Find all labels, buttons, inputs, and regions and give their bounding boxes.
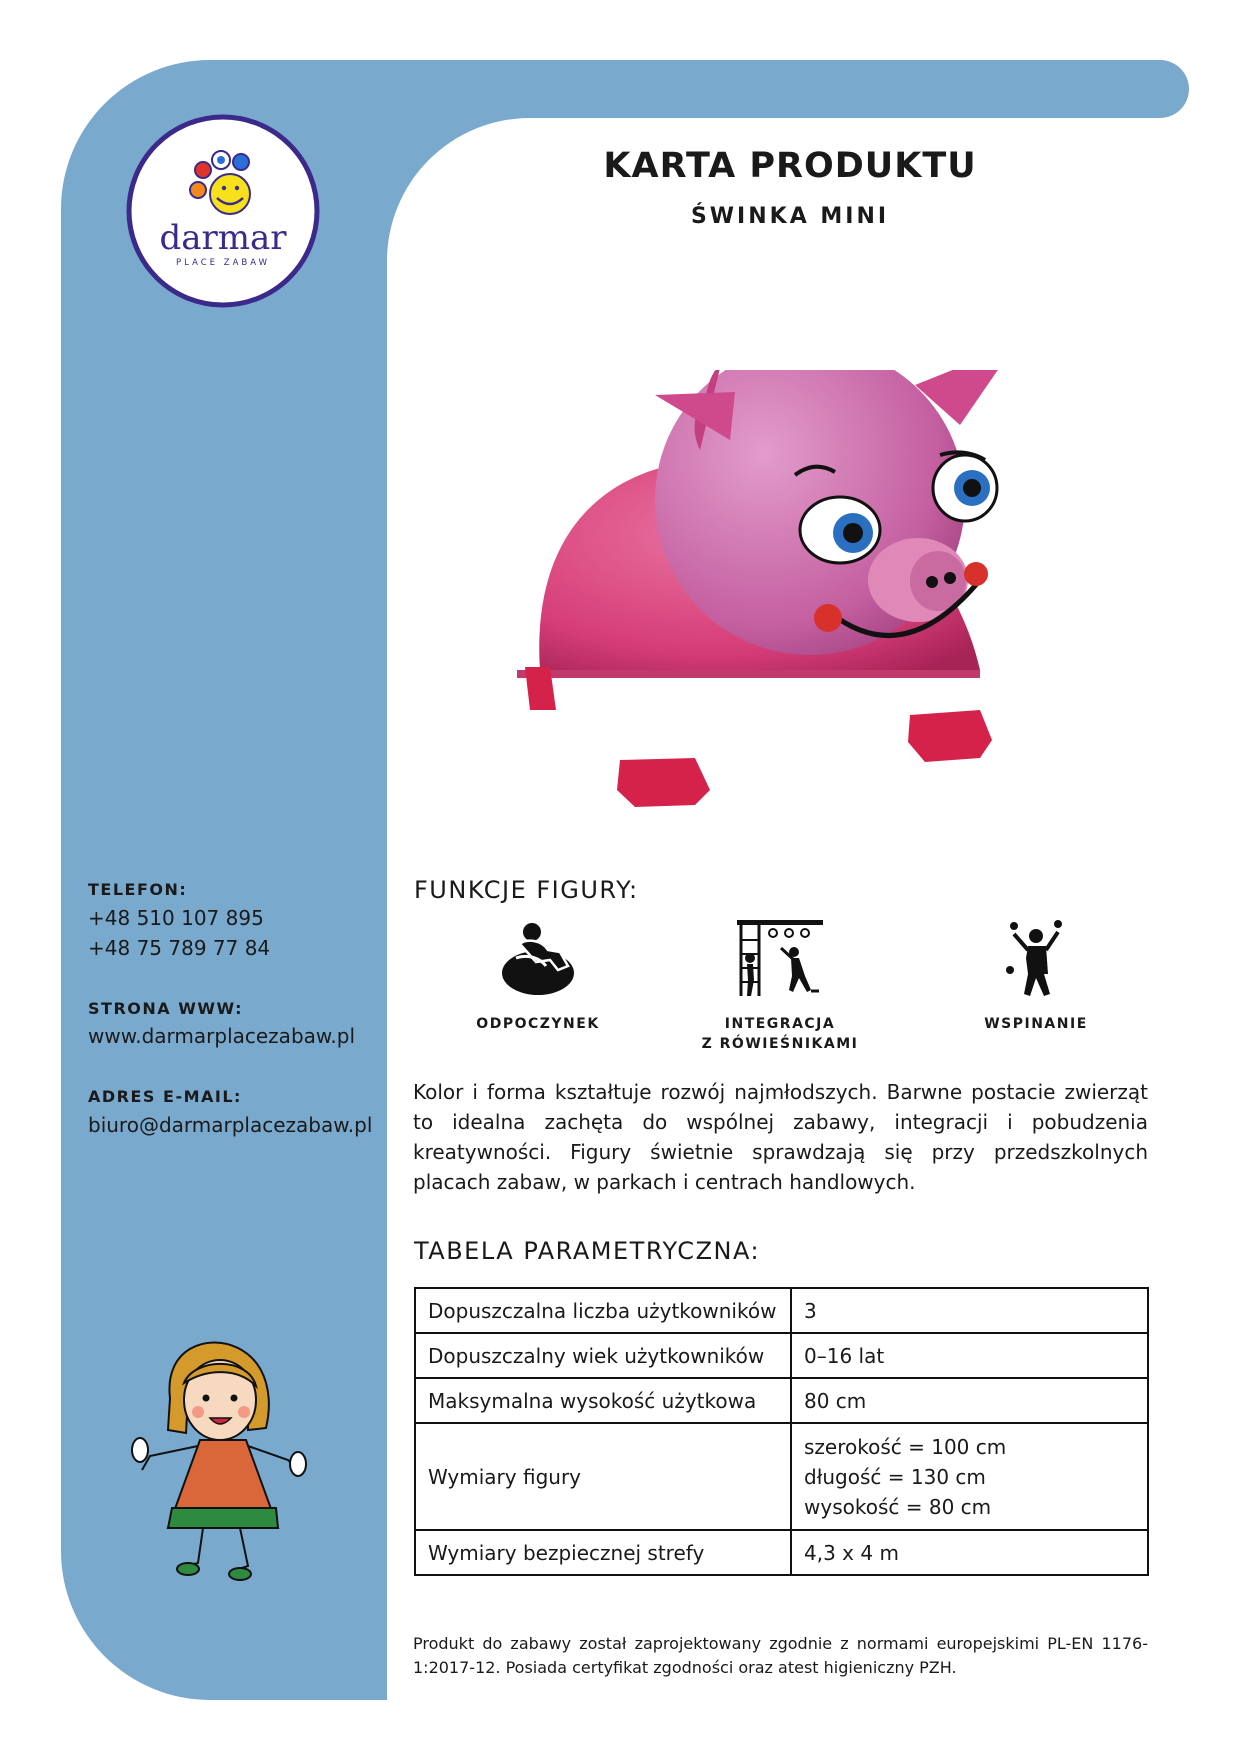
param-value: 3 — [791, 1288, 1148, 1333]
page-title: KARTA PRODUKTU — [603, 146, 977, 186]
table-row — [415, 1333, 1148, 1378]
param-value: 0–16 lat — [791, 1333, 1148, 1378]
logo-tagline: PLACE ZABAW — [176, 258, 270, 268]
juggling-climber-icon — [926, 918, 1146, 1000]
param-name: Dopuszczalny wiek użytkowników — [415, 1333, 791, 1378]
functions-heading: FUNKCJE FIGURY: — [414, 876, 639, 904]
function-integration — [670, 918, 890, 1054]
email-link[interactable]: biuro@darmarplacezabaw.pl — [88, 1113, 373, 1137]
param-value-line: wysokość = 80 cm — [804, 1494, 992, 1519]
table-heading: TABELA PARAMETRYCZNA: — [414, 1237, 761, 1265]
product-description: Kolor i forma kształtuje rozwój najmłodszych. Barwne postacie zwierząt to idealna zachęta do wspólnej zabawy, integracji i pobudzenia kreatywności. Figury świetnie sprawdzają się przy przedszkolnych placach zabaw, w parkach i centrach handlowych. — [413, 1080, 1148, 1194]
param-value: 4,3 x 4 m — [791, 1530, 1148, 1575]
playground-kids-icon — [670, 918, 890, 1000]
www-label: STRONA WWW: — [88, 999, 244, 1018]
website-link[interactable]: www.darmarplacezabaw.pl — [88, 1024, 356, 1048]
function-climbing — [926, 918, 1146, 1034]
certification-note: Produkt do zabawy został zaprojektowany zgodnie z normami europejskimi PL-EN 1176-1:2017-12. Posiada certyfikat zgodności oraz atest higieniczny PZH. — [413, 1634, 1148, 1677]
table-row — [415, 1288, 1148, 1333]
pig-figure-image — [510, 370, 1060, 820]
table-row — [415, 1423, 1148, 1530]
table-row — [415, 1530, 1148, 1575]
param-name: Maksymalna wysokość użytkowa — [415, 1378, 791, 1423]
girl-illustration — [128, 1338, 314, 1588]
logo-brand: darmar — [159, 218, 287, 258]
param-value-line: szerokość = 100 cm — [804, 1434, 1007, 1459]
product-name: ŚWINKA MINI — [690, 204, 890, 229]
resting-person-icon — [428, 918, 648, 1000]
param-name: Dopuszczalna liczba użytkowników — [415, 1288, 791, 1333]
table-row — [415, 1378, 1148, 1423]
phone-number-2[interactable]: +48 75 789 77 84 — [88, 936, 271, 960]
phone-number-1[interactable]: +48 510 107 895 — [88, 906, 264, 930]
function-integration-label-1: INTEGRACJA — [724, 1016, 836, 1032]
function-climbing-label: WSPINANIE — [984, 1016, 1088, 1032]
param-name: Wymiary figury — [415, 1423, 791, 1530]
function-resting-label: ODPOCZYNEK — [476, 1016, 600, 1032]
param-value — [791, 1423, 1148, 1530]
param-value-line: długość = 130 cm — [804, 1464, 986, 1489]
email-label: ADRES E-MAIL: — [88, 1087, 242, 1106]
param-name: Wymiary bezpiecznej strefy — [415, 1530, 791, 1575]
param-value: 80 cm — [791, 1378, 1148, 1423]
function-resting — [428, 918, 648, 1034]
phone-label: TELEFON: — [88, 880, 188, 899]
function-integration-label-2: Z RÓWIEŚNIKAMI — [701, 1036, 859, 1052]
logo — [126, 114, 320, 308]
parameter-table — [414, 1287, 1149, 1576]
